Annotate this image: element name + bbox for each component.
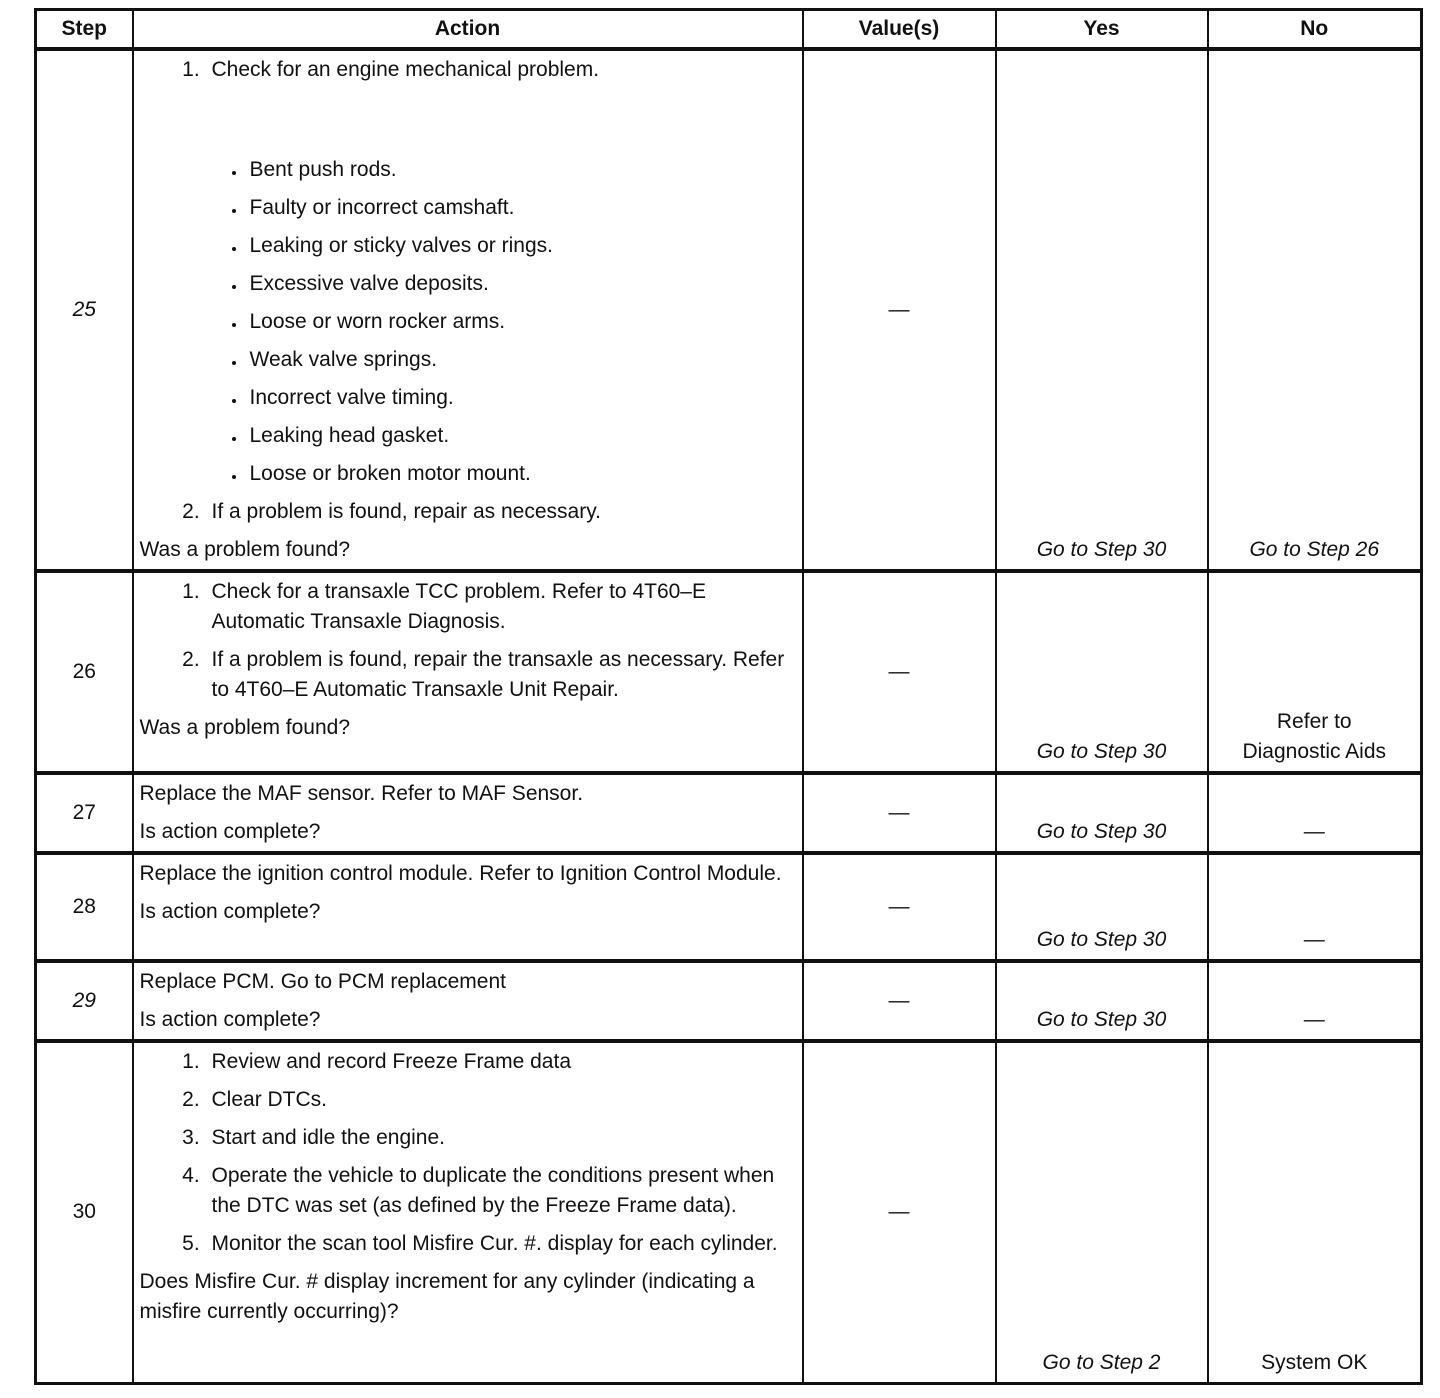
question-text: Is action complete?: [139, 900, 321, 923]
step-number: 29: [36, 961, 133, 1041]
action-step-text: Check for an engine mechanical problem.: [211, 58, 600, 81]
list-item: 3. Start and idle the engine.: [206, 1123, 794, 1153]
question-text: Is action complete?: [139, 820, 321, 843]
yes-action: Go to Step 30: [1036, 820, 1167, 843]
no-cell: System OK: [1208, 1041, 1422, 1383]
value-cell: —: [803, 961, 996, 1041]
table-row: [36, 961, 1422, 1041]
question-text: Was a problem found?: [139, 538, 351, 561]
table-row: [36, 571, 1422, 773]
list-item: • Leaking head gasket.: [246, 421, 794, 451]
list-item: • Leaking or sticky valves or rings.: [246, 231, 794, 261]
header-values: Value(s): [803, 10, 996, 50]
step-number: 26: [36, 571, 133, 773]
diagnostic-table: [34, 8, 1423, 1385]
question-text: Is action complete?: [139, 1008, 321, 1031]
no-cell: [1208, 49, 1422, 571]
action-steps: [140, 1047, 794, 1259]
value-cell: —: [803, 773, 996, 853]
list-item: • Weak valve springs.: [246, 345, 794, 375]
yes-action: Go to Step 30: [1036, 1008, 1167, 1031]
action-cell: [133, 571, 803, 773]
yes-cell: [996, 571, 1208, 773]
step-number: 28: [36, 853, 133, 961]
list-item: • Loose or broken motor mount.: [246, 459, 794, 489]
list-item: • Incorrect valve timing.: [246, 383, 794, 413]
action-cell: [133, 961, 803, 1041]
list-item: 1. Check for a transaxle TCC problem. Refer to 4T60–E Automatic Transaxle Diagnosis.: [206, 577, 794, 637]
yes-cell: [996, 961, 1208, 1041]
value-cell: —: [803, 853, 996, 961]
no-cell: [1208, 571, 1422, 773]
list-item: [206, 55, 794, 489]
list-item: 2. If a problem is found, repair the transaxle as necessary. Refer to 4T60–E Automatic Transaxle Unit Repair.: [206, 645, 794, 705]
list-item: • Bent push rods.: [246, 155, 794, 185]
list-item: 2. Clear DTCs.: [206, 1085, 794, 1115]
action-text: Replace the MAF sensor. Refer to MAF Sensor.: [139, 782, 584, 805]
header-row: [36, 10, 1422, 50]
no-cell: —: [1208, 961, 1422, 1041]
list-item: • Excessive valve deposits.: [246, 269, 794, 299]
header-step: Step: [36, 10, 133, 50]
no-cell: —: [1208, 853, 1422, 961]
action-text: Replace the ignition control module. Refer to Ignition Control Module.: [139, 862, 782, 885]
value-cell: —: [803, 571, 996, 773]
action-cell: [133, 773, 803, 853]
value-cell: —: [803, 1041, 996, 1383]
yes-action: Go to Step 30: [1036, 740, 1167, 763]
list-item: 1. Review and record Freeze Frame data: [206, 1047, 794, 1077]
table-row: [36, 49, 1422, 571]
list-item: • Faulty or incorrect camshaft.: [246, 193, 794, 223]
step-number: 30: [36, 1041, 133, 1383]
action-cell: [133, 1041, 803, 1383]
action-steps: [140, 55, 794, 527]
header-action: Action: [133, 10, 803, 50]
action-cell: [133, 853, 803, 961]
yes-action: Go to Step 30: [1036, 538, 1167, 561]
no-action-line: Refer to: [1276, 710, 1352, 733]
step-number: 25: [36, 49, 133, 571]
yes-cell: [996, 49, 1208, 571]
header-yes: Yes: [996, 10, 1208, 50]
table-row: [36, 1041, 1422, 1383]
yes-cell: [996, 773, 1208, 853]
table-row: [36, 853, 1422, 961]
no-action-line: Diagnostic Aids: [1242, 740, 1387, 763]
action-text: Replace PCM. Go to PCM replacement: [139, 970, 506, 993]
yes-cell: [996, 1041, 1208, 1383]
no-action: Go to Step 26: [1249, 538, 1380, 561]
header-no: No: [1208, 10, 1422, 50]
step-number: 27: [36, 773, 133, 853]
list-item: 4. Operate the vehicle to duplicate the conditions present when the DTC was set (as defined by the Freeze Frame data).: [206, 1161, 794, 1221]
yes-cell: [996, 853, 1208, 961]
value-cell: —: [803, 49, 996, 571]
question-text: Does Misfire Cur. # display increment for any cylinder (indicating a misfire currently occurring)?: [139, 1270, 755, 1323]
list-item: • Loose or worn rocker arms.: [246, 307, 794, 337]
no-cell: —: [1208, 773, 1422, 853]
yes-action: Go to Step 2: [1042, 1350, 1161, 1374]
list-item: 5. Monitor the scan tool Misfire Cur. #. display for each cylinder.: [206, 1229, 794, 1259]
bullet-list: [212, 155, 794, 489]
action-steps: [140, 577, 794, 705]
question-text: Was a problem found?: [139, 716, 351, 739]
action-cell: [133, 49, 803, 571]
list-item: 2. If a problem is found, repair as necessary.: [206, 497, 794, 527]
yes-action: Go to Step 30: [1036, 928, 1167, 951]
table-row: [36, 773, 1422, 853]
